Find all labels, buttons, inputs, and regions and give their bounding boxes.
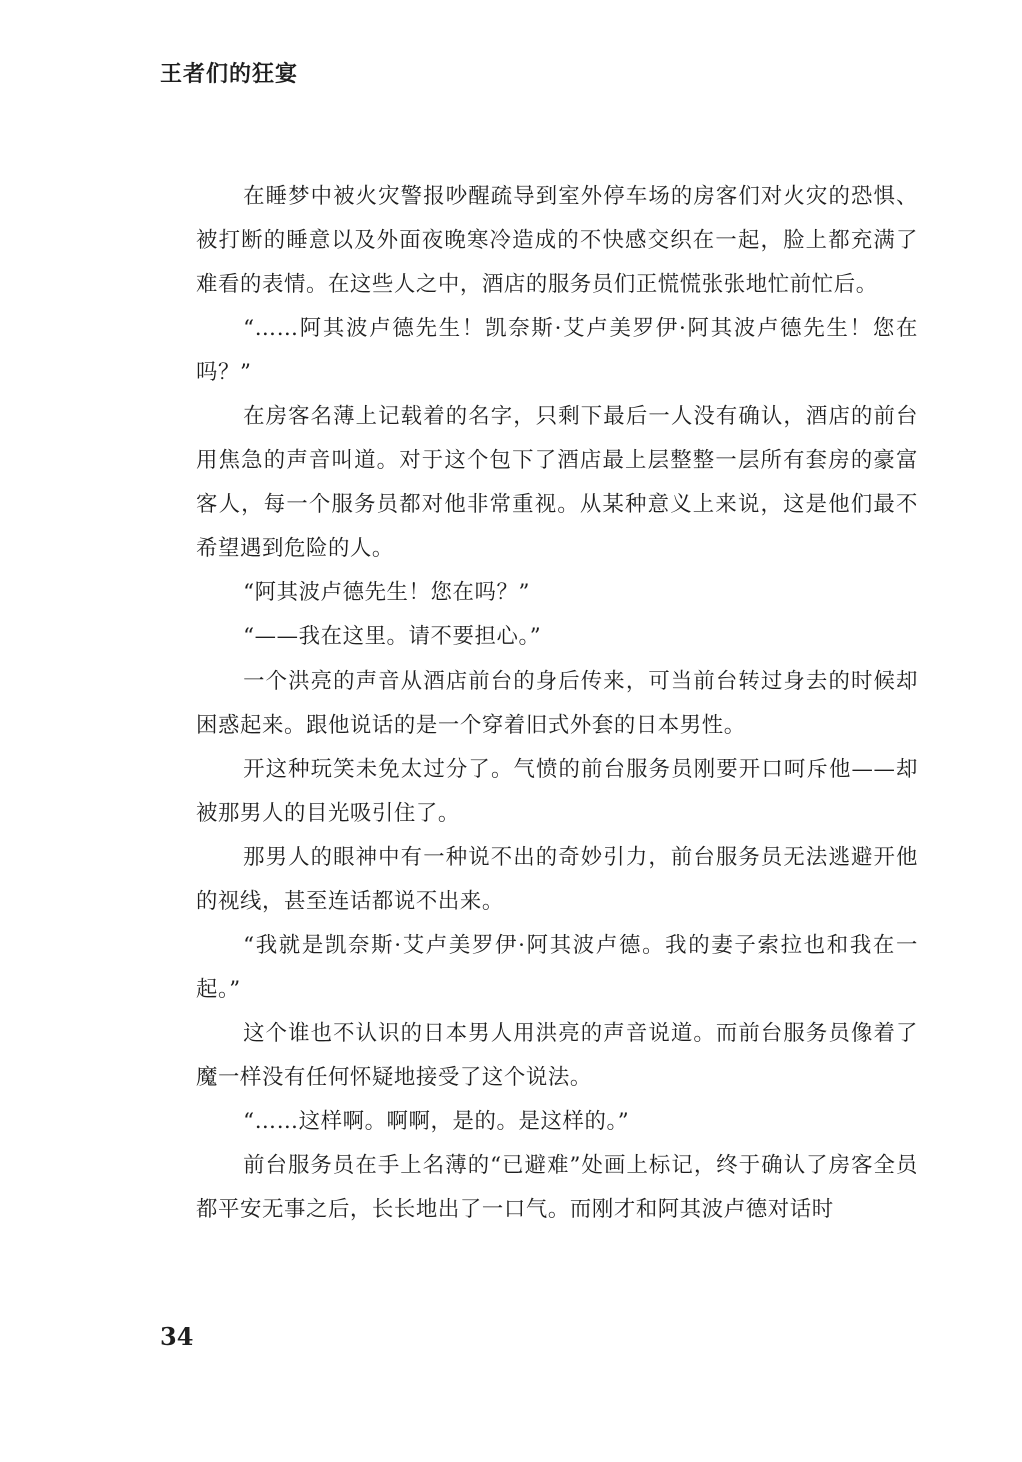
- paragraph: 在睡梦中被火灾警报吵醒疏导到室外停车场的房客们对火灾的恐惧、被打断的睡意以及外面夜晚寒冷造成的不快感交织在一起，脸上都充满了难看的表情。在这些人之中，酒店的服务员们正慌慌张张地忙前忙后。: [196, 184, 918, 298]
- paragraph: “——我在这里。请不要担心。”: [243, 624, 542, 650]
- running-head: 王者们的狂宴: [160, 61, 299, 87]
- paragraph: 开这种玩笑未免太过分了。气愤的前台服务员刚要开口呵斥他——却被那男人的目光吸引住了。: [196, 756, 918, 826]
- paragraph: “阿其波卢德先生！您在吗？”: [243, 580, 531, 606]
- page-number: 34: [160, 1322, 194, 1351]
- paragraph: 在房客名薄上记载着的名字，只剩下最后一人没有确认，酒店的前台用焦急的声音叫道。对于这个包下了酒店最上层整整一层所有套房的豪富客人，每一个服务员都对他非常重视。从某种意义上来说，这是他们最不希望遇到危险的人。: [196, 404, 918, 562]
- paragraph: “我就是凯奈斯·艾卢美罗伊·阿其波卢德。我的妻子索拉也和我在一起。”: [196, 932, 918, 1002]
- paragraph: 那男人的眼神中有一种说不出的奇妙引力，前台服务员无法逃避开他的视线，甚至连话都说不出来。: [196, 844, 918, 914]
- body-text: [196, 175, 918, 1232]
- paragraph: 前台服务员在手上名薄的“已避难”处画上标记，终于确认了房客全员都平安无事之后，长长地出了一口气。而刚才和阿其波卢德对话时: [196, 1153, 918, 1223]
- paragraph: 这个谁也不认识的日本男人用洪亮的声音说道。而前台服务员像着了魔一样没有任何怀疑地接受了这个说法。: [196, 1020, 918, 1090]
- paragraph: “……这样啊。啊啊，是的。是这样的。”: [243, 1108, 630, 1134]
- paragraph: 一个洪亮的声音从酒店前台的身后传来，可当前台转过身去的时候却困惑起来。跟他说话的是一个穿着旧式外套的日本男性。: [196, 668, 918, 738]
- paragraph: “……阿其波卢德先生！凯奈斯·艾卢美罗伊·阿其波卢德先生！您在吗？”: [196, 316, 918, 386]
